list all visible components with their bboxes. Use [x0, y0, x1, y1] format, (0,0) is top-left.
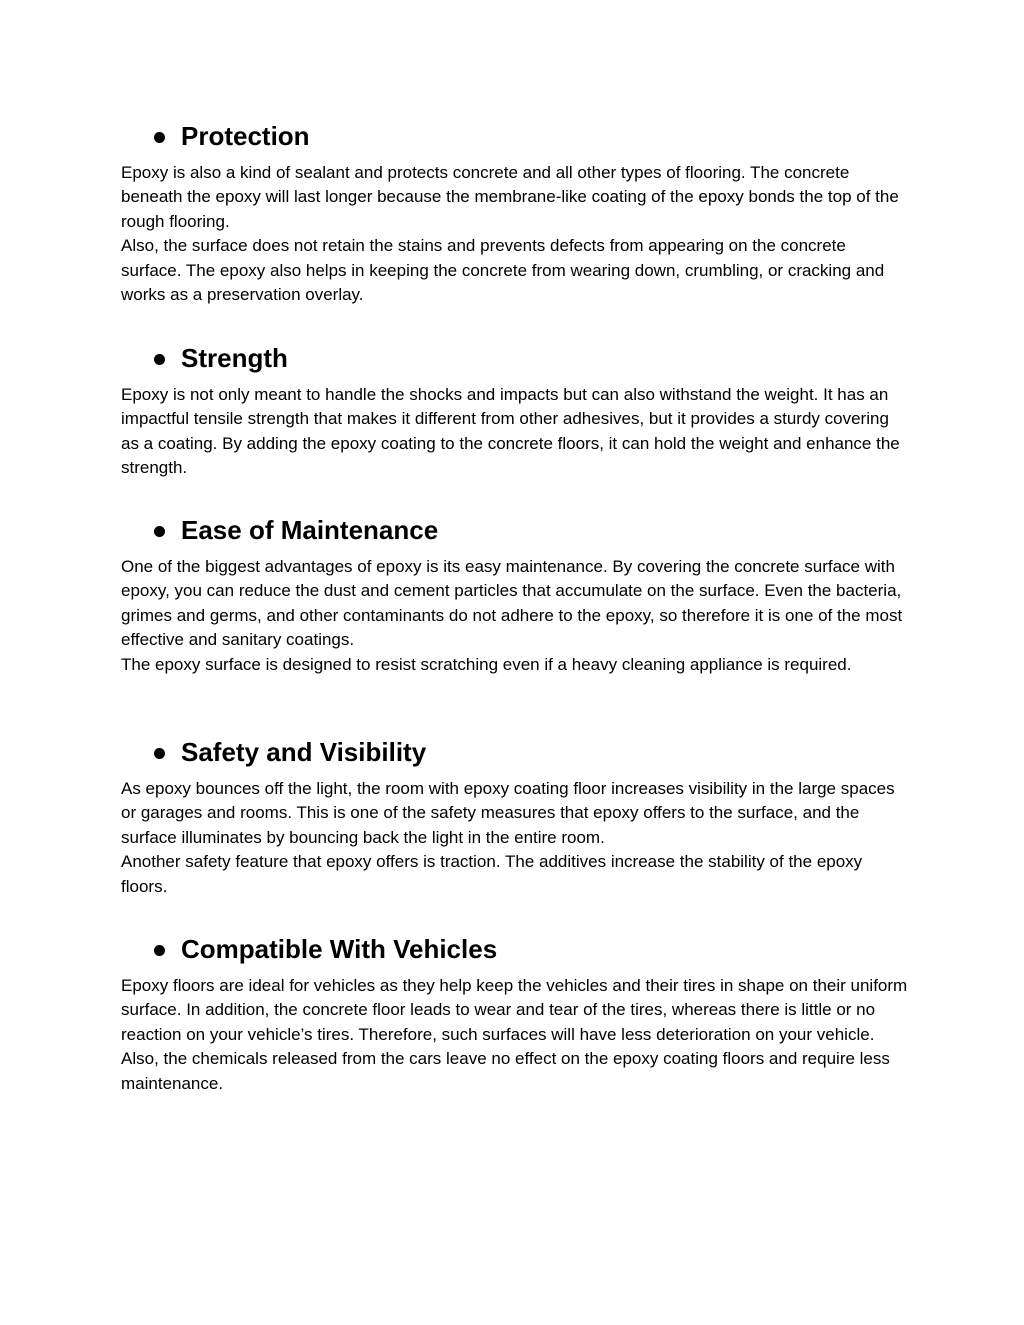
paragraph: Epoxy floors are ideal for vehicles as they help keep the vehicles and their tires in shape on their uniform surface. In addition, the concrete floor leads to wear and tear of the tires, whereas there is little or no reaction on your vehicle’s tires. Therefore, such surfaces will have less deterioration on your vehicle. [121, 976, 908, 1044]
heading-text: Protection [181, 121, 310, 151]
section-body [121, 974, 911, 1096]
paragraph: The epoxy surface is designed to resist scratching even if a heavy cleaning appliance is required. [121, 654, 852, 674]
bullet-icon [154, 354, 165, 365]
paragraph: Epoxy is also a kind of sealant and protects concrete and all other types of flooring. The concrete beneath the epoxy will last longer because the membrane-like coating of the epoxy bonds the top of the rough flooring. [121, 163, 899, 231]
section-body [121, 161, 911, 307]
paragraph: One of the biggest advantages of epoxy is its easy maintenance. By covering the concrete surface with epoxy, you can reduce the dust and cement particles that accumulate on the surface. Even the bacteria, grimes and germs, and other contaminants do not adhere to the epoxy, so therefore it is one of the most effective and sanitary coatings. [121, 557, 903, 650]
section-ease-of-maintenance [121, 512, 911, 677]
heading-text: Compatible With Vehicles [181, 934, 498, 964]
section-body [121, 777, 911, 899]
paragraph: Epoxy is not only meant to handle the shocks and impacts but can also withstand the weight. It has an impactful tensile strength that makes it different from other adhesives, but it provides a sturdy covering as a coating. By adding the epoxy coating to the concrete floors, it can hold the weight and enhance the strength. [121, 385, 900, 478]
section-body [121, 383, 911, 481]
paragraph: Also, the chemicals released from the cars leave no effect on the epoxy coating floors and require less maintenance. [121, 1049, 890, 1093]
section-body [121, 555, 911, 677]
bullet-icon [154, 526, 165, 537]
heading-text: Safety and Visibility [181, 737, 427, 767]
section-heading [121, 734, 911, 770]
paragraph: Also, the surface does not retain the stains and prevents defects from appearing on the concrete surface. The epoxy also helps in keeping the concrete from wearing down, crumbling, or cracking and works as a preservation overlay. [121, 236, 885, 305]
section-protection [121, 118, 911, 307]
section-safety-and-visibility [121, 734, 911, 899]
bullet-icon [154, 132, 165, 143]
paragraph: Another safety feature that epoxy offers is traction. The additives increase the stability of the epoxy floors. [121, 852, 863, 896]
section-heading [121, 931, 911, 967]
section-compatible-with-vehicles [121, 931, 911, 1096]
heading-text: Ease of Maintenance [181, 515, 439, 545]
section-heading [121, 512, 911, 548]
paragraph: As epoxy bounces off the light, the room with epoxy coating floor increases visibility in the large spaces or garages and rooms. This is one of the safety measures that epoxy offers to the surface, and the surface illuminates by bouncing back the light in the entire room. [121, 779, 895, 847]
bullet-icon [154, 748, 165, 759]
bullet-icon [154, 945, 165, 956]
section-heading [121, 340, 911, 376]
heading-text: Strength [181, 343, 288, 373]
section-heading [121, 118, 911, 154]
section-strength [121, 340, 911, 481]
